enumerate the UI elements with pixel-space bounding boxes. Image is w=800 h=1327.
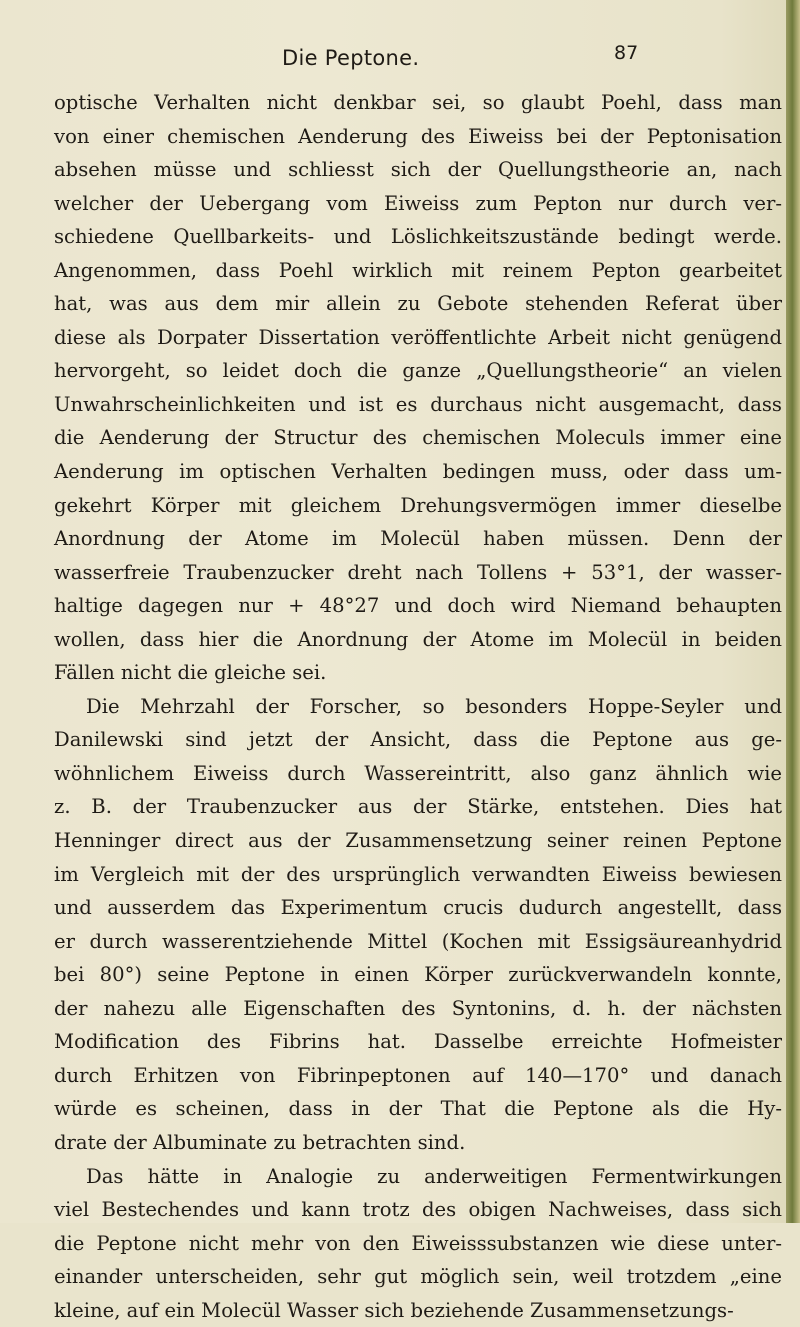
text-line: Fällen nicht die gleiche sei.	[54, 661, 327, 685]
page-number: 87	[614, 42, 639, 64]
text-line: bei 80°) seine Peptone in einen Körper zurückverwandeln konnte,	[54, 963, 782, 987]
text-line: einander unterscheiden, sehr gut möglich sein, weil trotzdem „eine	[54, 1265, 782, 1289]
text-line: durch Erhitzen von Fibrinpeptonen auf 140—170° und danach	[54, 1063, 782, 1087]
text-line: und ausserdem das Experimentum crucis dudurch angestellt, dass	[54, 896, 782, 920]
text-line: der nahezu alle Eigenschaften des Syntonins, d. h. der nächsten	[54, 996, 782, 1020]
running-header	[0, 42, 800, 76]
text-line: viel Bestechendes und kann trotz des obigen Nachweises, dass sich	[54, 1198, 782, 1222]
text-line: von einer chemischen Aenderung des Eiweiss bei der Peptonisation	[54, 124, 782, 148]
text-line: absehen müsse und schliesst sich der Quellungstheorie an, nach	[54, 158, 782, 182]
text-line: gekehrt Körper mit gleichem Drehungsvermögen immer dieselbe	[54, 493, 782, 517]
text-line: Angenommen, dass Poehl wirklich mit reinem Pepton gearbeitet	[54, 258, 782, 282]
text-line: wasserfreie Traubenzucker dreht nach Tollens + 53°1, der wasser-	[54, 560, 782, 584]
text-line: Modification des Fibrins hat. Dasselbe erreichte Hofmeister	[54, 1030, 782, 1054]
text-line: diese als Dorpater Dissertation veröffentlichte Arbeit nicht genügend	[54, 325, 782, 349]
text-line: würde es scheinen, dass in der That die Peptone als die Hy-	[54, 1097, 782, 1121]
text-line: Das hätte in Analogie zu anderweitigen Fermentwirkungen	[86, 1164, 782, 1188]
text-line: z. B. der Traubenzucker aus der Stärke, entstehen. Dies hat	[54, 795, 782, 819]
text-line: Aenderung im optischen Verhalten bedingen muss, oder dass um-	[54, 460, 782, 484]
text-line: die Peptone nicht mehr von den Eiweisssubstanzen wie diese unter-	[54, 1231, 782, 1255]
text-line: wollen, dass hier die Anordnung der Atome im Molecül in beiden	[54, 627, 782, 651]
text-line: welcher der Uebergang vom Eiweiss zum Pepton nur durch ver-	[54, 191, 782, 215]
text-line: optische Verhalten nicht denkbar sei, so glaubt Poehl, dass man	[54, 91, 782, 114]
page-edge	[786, 0, 800, 1223]
text-line: kleine, auf ein Molecül Wasser sich beziehende Zusammensetzungs-	[54, 1298, 734, 1322]
text-line: drate der Albuminate zu betrachten sind.	[54, 1130, 466, 1154]
text-line: die Aenderung der Structur des chemischen Moleculs immer eine	[54, 426, 782, 450]
text-line: im Vergleich mit der des ursprünglich verwandten Eiweiss bewiesen	[54, 862, 782, 886]
text-line: Die Mehrzahl der Forscher, so besonders Hoppe-Seyler und	[86, 694, 782, 718]
text-line: Unwahrscheinlichkeiten und ist es durchaus nicht ausgemacht, dass	[54, 392, 782, 416]
text-line: hervorgeht, so leidet doch die ganze „Quellungstheorie“ an vielen	[54, 359, 782, 383]
text-line: Anordnung der Atome im Molecül haben müssen. Denn der	[54, 527, 782, 551]
text-line: schiedene Quellbarkeits- und Löslichkeitszustände bedingt werde.	[54, 225, 782, 249]
text-line: er durch wasserentziehende Mittel (Kochen mit Essigsäureanhydrid	[54, 929, 782, 953]
text-line: Henninger direct aus der Zusammensetzung seiner reinen Peptone	[54, 829, 782, 853]
text-line: haltige dagegen nur + 48°27 und doch wird Niemand behaupten	[54, 594, 782, 618]
text-line: hat, was aus dem mir allein zu Gebote stehenden Referat über	[54, 292, 782, 316]
running-title: Die Peptone.	[282, 46, 420, 70]
body-text	[54, 86, 782, 1327]
text-line: Danilewski sind jetzt der Ansicht, dass die Peptone aus ge-	[54, 728, 782, 752]
text-line: wöhnlichem Eiweiss durch Wassereintritt, also ganz ähnlich wie	[54, 761, 782, 785]
